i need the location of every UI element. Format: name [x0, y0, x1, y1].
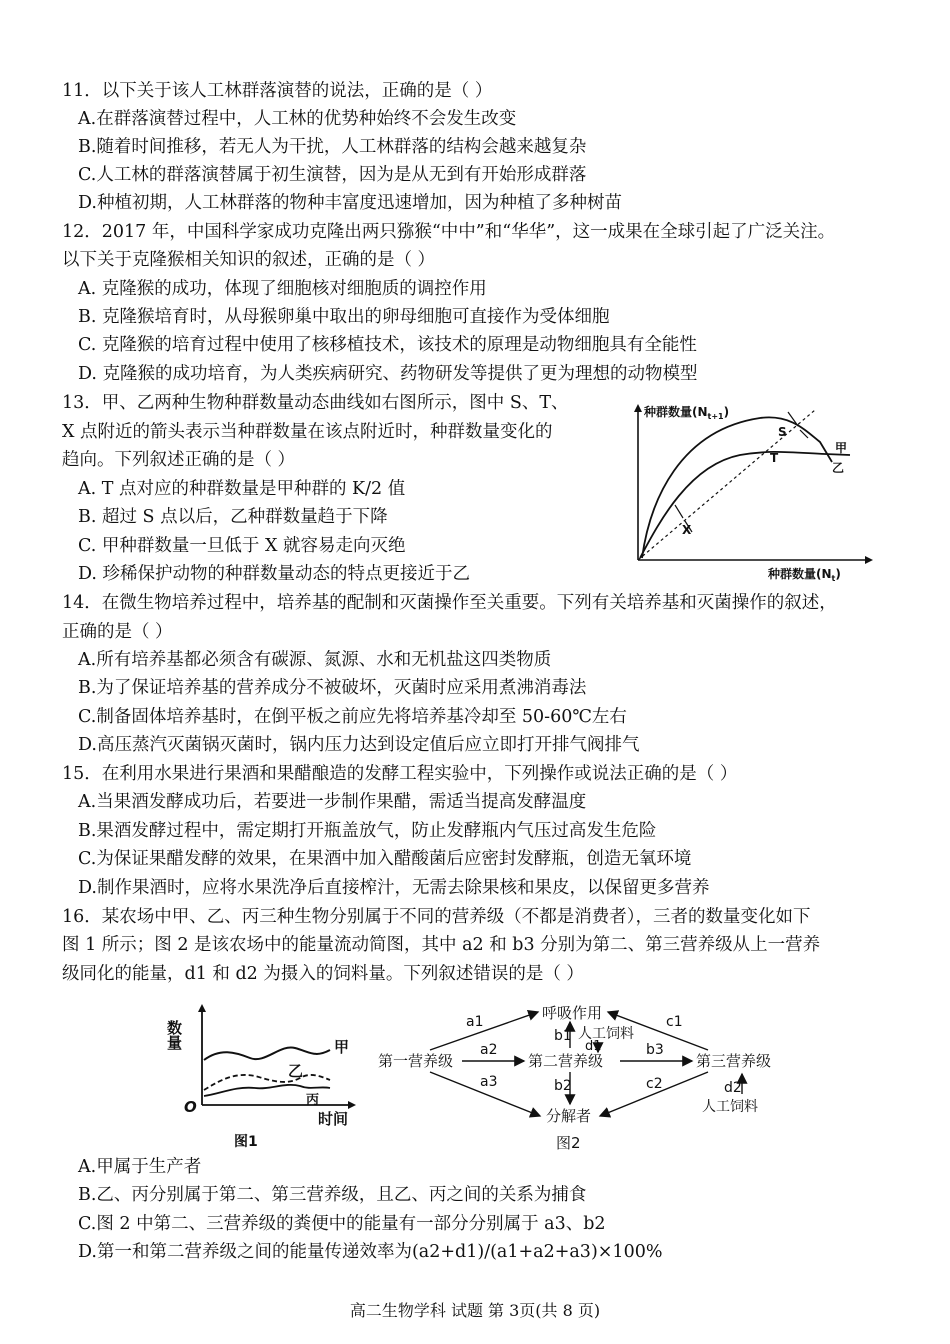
fig2-label-d2: d2 — [724, 1080, 742, 1096]
fig1-origin: O — [184, 1098, 197, 1116]
q13-y-arrow-icon — [634, 404, 642, 412]
q12-stem-line2: 以下关于克隆猴相关知识的叙述，正确的是（ ） — [62, 250, 436, 270]
fig1-x-arrow-icon — [348, 1101, 356, 1109]
fig2-label-d1: d1 — [585, 1039, 602, 1054]
fig1-label-bing: 丙 — [306, 1093, 320, 1108]
fig2-label-c1: c1 — [666, 1014, 683, 1030]
q14-option-c: C.制备固体培养基时，在倒平板之前应先将培养基冷却至 50-60℃左右 — [78, 707, 627, 727]
q13-stem-line3: 趋向。下列叙述正确的是（ ） — [62, 450, 296, 470]
q12-option-b: B. 克隆猴培育时，从母猴卵巢中取出的卵母细胞可直接作为受体细胞 — [78, 307, 610, 327]
q13-population-figure — [620, 400, 880, 585]
q13-point-x: X — [682, 523, 692, 537]
q16-figure-1 — [165, 1000, 360, 1155]
q14-option-a: A.所有培养基都必须含有碳源、氮源、水和无机盐这四类物质 — [78, 650, 552, 670]
fig2-level2: 第二营养级 — [528, 1052, 604, 1070]
fig2-respiration: 呼吸作用 — [542, 1004, 603, 1022]
q16-stem-line3: 级同化的能量，d1 和 d2 为摄入的饲料量。下列叙述错误的是（ ） — [62, 964, 584, 984]
q13-option-d: D. 珍稀保护动物的种群数量动态的特点更接近于乙 — [78, 564, 471, 584]
q13-s-arrow1 — [788, 412, 798, 426]
fig2-label-a1: a1 — [466, 1014, 484, 1030]
q11-option-d: D.种植初期，人工林群落的物种丰富度迅速增加，因为种植了多种树苗 — [78, 193, 622, 213]
fig2-label-b2: b2 — [554, 1078, 572, 1094]
q13-point-s: S — [778, 425, 787, 439]
q11-option-a: A.在群落演替过程中，人工林的优势种始终不会发生改变 — [78, 109, 517, 129]
q13-y-label: 种群数量$(N_{t+1})$ — [644, 405, 730, 421]
q15-option-c: C.为保证果醋发酵的效果，在果酒中加入醋酸菌后应密封发酵瓶，创造无氧环境 — [78, 849, 692, 869]
q16-option-c: C.图 2 中第二、三营养级的粪便中的能量有一部分分别属于 a3、b2 — [78, 1214, 606, 1234]
q11-option-c: C.人工林的群落演替属于初生演替，因为是从无到有开始形成群落 — [78, 165, 587, 185]
q15-stem: 15．在利用水果进行果酒和果醋酿造的发酵工程实验中，下列操作或说法正确的是（ ） — [62, 764, 738, 784]
q13-x-arrow1 — [675, 505, 683, 518]
q13-x-arrow-icon — [865, 556, 873, 564]
q14-option-b: B.为了保证培养基的营养成分不被破坏，灭菌时应采用煮沸消毒法 — [78, 678, 587, 698]
fig2-level3: 第三营养级 — [696, 1052, 772, 1070]
fig2-caption: 图2 — [556, 1134, 581, 1152]
fig1-y-arrow-icon — [198, 1004, 206, 1012]
q13-label-jia: 甲 — [835, 441, 848, 455]
fig2-label-b1: b1 — [554, 1028, 572, 1044]
q13-label-yi: 乙 — [832, 461, 845, 475]
q15-option-d: D.制作果酒时，应将水果洗净后直接榨汁，无需去除果核和果皮，以保留更多营养 — [78, 878, 710, 898]
fig2-label-c2: c2 — [646, 1076, 663, 1092]
q13-curve-yi — [642, 417, 832, 558]
q14-stem-line1: 14．在微生物培养过程中，培养基的配制和灭菌操作至关重要。下列有关培养基和灭菌操作的叙述， — [62, 593, 837, 613]
fig1-y-label: 数量 — [165, 1020, 183, 1050]
fig2-label-a3: a3 — [480, 1074, 498, 1090]
page-footer: 高二生物学科 试题 第 3页(共 8 页) — [349, 1301, 601, 1320]
q12-option-c: C. 克隆猴的培育过程中使用了核移植技术，该技术的原理是动物细胞具有全能性 — [78, 335, 697, 355]
q16-option-a: A.甲属于生产者 — [78, 1157, 202, 1177]
q13-option-c: C. 甲种群数量一旦低于 X 就容易走向灭绝 — [78, 536, 406, 556]
q14-stem-line2: 正确的是（ ） — [62, 622, 173, 642]
fig2-label-b3: b3 — [646, 1042, 664, 1058]
q12-option-a: A. 克隆猴的成功，体现了细胞核对细胞质的调控作用 — [78, 279, 487, 299]
q13-point-t: T — [770, 451, 779, 465]
q16-option-b: B.乙、丙分别属于第二、第三营养级，且乙、丙之间的关系为捕食 — [78, 1185, 587, 1205]
q11-option-b: B.随着时间推移，若无人为干扰，人工林群落的结构会越来越复杂 — [78, 137, 587, 157]
q13-option-a: A. T 点对应的种群数量是甲种群的 K/2 值 — [78, 479, 406, 499]
q13-x-label: 种群数量$(N_t)$ — [768, 567, 841, 583]
q13-option-b: B. 超过 S 点以后，乙种群数量趋于下降 — [78, 507, 388, 527]
q16-option-d: D.第一和第二营养级之间的能量传递效率为(a2+d1)/(a1+a2+a3)×100% — [78, 1242, 663, 1262]
q16-figure-2 — [370, 998, 810, 1158]
q13-stem-line2: X 点附近的箭头表示当种群数量在该点附近时，种群数量变化的 — [62, 422, 553, 442]
q12-option-d: D. 克隆猴的成功培育，为人类疾病研究、药物研发等提供了更为理想的动物模型 — [78, 364, 698, 384]
fig1-caption: 图1 — [234, 1134, 258, 1150]
q15-option-a: A.当果酒发酵成功后，若要进一步制作果醋，需适当提高发酵温度 — [78, 792, 587, 812]
q13-stem-line1: 13．甲、乙两种生物种群数量动态曲线如右图所示，图中 S、T、 — [62, 393, 569, 413]
fig2-decomposer: 分解者 — [546, 1107, 592, 1125]
fig2-level1: 第一营养级 — [378, 1052, 454, 1070]
fig1-curve-jia — [204, 1047, 330, 1060]
q15-option-b: B.果酒发酵过程中，需定期打开瓶盖放气，防止发酵瓶内气压过高发生危险 — [78, 821, 657, 841]
fig1-label-yi: 乙 — [288, 1062, 304, 1080]
q11-stem: 11．以下关于该人工林群落演替的说法，正确的是（ ） — [62, 81, 493, 101]
q14-option-d: D.高压蒸汽灭菌锅灭菌时，锅内压力达到设定值后应立即打开排气阀排气 — [78, 735, 640, 755]
fig2-feed-top: 人工饲料 — [578, 1026, 634, 1042]
fig2-feed-right: 人工饲料 — [702, 1099, 758, 1115]
q13-curve-jia — [640, 452, 850, 558]
q16-stem-line2: 图 1 所示；图 2 是该农场中的能量流动简图，其中 a2 和 b3 分别为第二、第三营养级从上一营养 — [62, 935, 821, 955]
fig2-label-a2: a2 — [480, 1042, 498, 1058]
fig1-x-label: 时间 — [318, 1110, 349, 1128]
fig1-label-jia: 甲 — [334, 1038, 350, 1056]
q12-stem-line1: 12．2017 年，中国科学家成功克隆出两只猕猴“中中”和“华华”，这一成果在全球引起了广泛关注。 — [62, 222, 836, 242]
q16-stem-line1: 16．某农场中甲、乙、丙三种生物分别属于不同的营养级（不都是消费者），三者的数量变化如下 — [62, 907, 811, 927]
